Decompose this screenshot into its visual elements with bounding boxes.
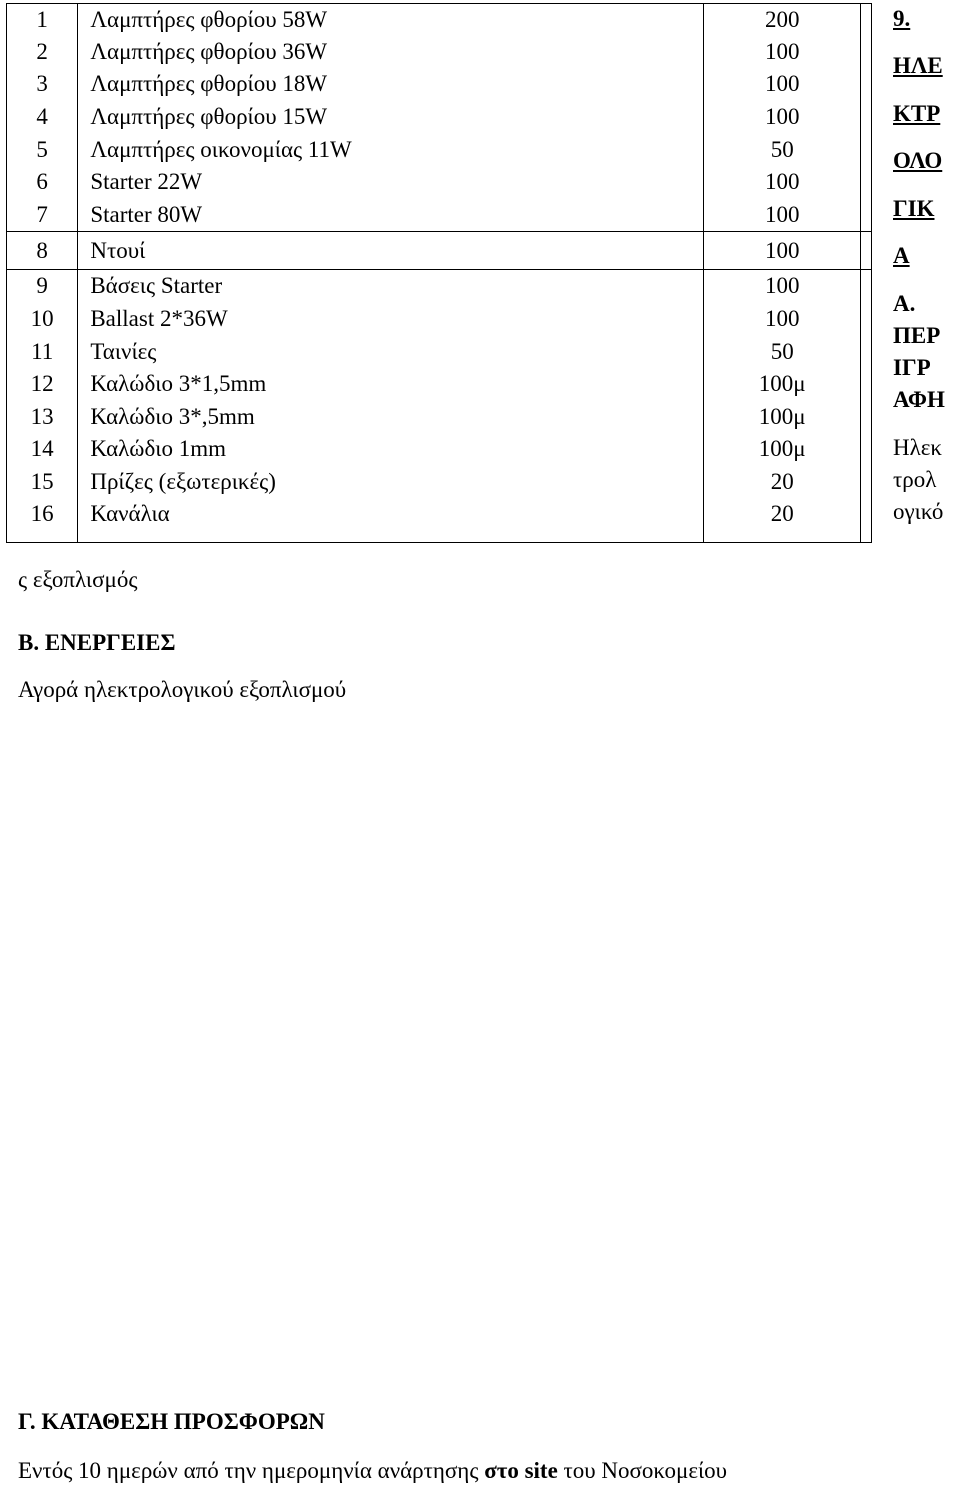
item-quantity: 50 [704,133,861,166]
section-c-heading: Γ. ΚΑΤΑΘΕΣΗ ΠΡΟΣΦΟΡΩΝ [18,1409,325,1434]
table-row [7,367,872,400]
item-spacer [861,302,872,335]
item-spacer [861,433,872,466]
item-description: Πρίζες (εξωτερικές) [78,465,704,498]
side-desc-line: ογικό [893,498,944,524]
section-c-text-bold: στο site [484,1458,558,1483]
table-row [7,302,872,335]
item-number: 14 [7,433,78,466]
item-spacer [861,367,872,400]
side-heading-line: ΟΛΟ [893,148,943,173]
item-spacer [861,335,872,368]
item-quantity: 100 [704,165,861,198]
item-quantity: 50 [704,335,861,368]
table-row [7,433,872,466]
item-quantity: 100μ [704,400,861,433]
table-row [7,100,872,133]
item-number: 10 [7,302,78,335]
item-spacer [861,68,872,101]
item-number: 1 [7,4,78,36]
item-quantity: 100 [704,302,861,335]
table-row [7,231,872,269]
item-description: Λαμπτήρες φθορίου 18W [78,68,704,101]
item-description: Λαμπτήρες φθορίου 58W [78,4,704,36]
side-desc-line: τρολ [893,466,937,492]
item-quantity: 20 [704,465,861,498]
item-spacer [861,4,872,36]
side-heading-line: ΚΤΡ [893,100,941,126]
item-spacer [861,133,872,166]
item-spacer [861,269,872,302]
item-description: Λαμπτήρες φθορίου 15W [78,100,704,133]
item-spacer [861,100,872,133]
item-number: 9 [7,269,78,302]
item-description: Λαμπτήρες φθορίου 36W [78,35,704,68]
side-column [893,4,959,528]
section-c-text-start: Εντός 10 ημερών από την ημερομηνία ανάρτησης [18,1458,485,1483]
table-row [7,400,872,433]
item-spacer [861,465,872,498]
item-quantity: 100 [704,198,861,231]
table-row [7,4,872,36]
section-b-heading: Β. ΕΝΕΡΓΕΙΕΣ [18,630,176,655]
table-row [7,465,872,498]
side-heading-line: Α [893,243,910,268]
table-row [7,498,872,543]
side-heading-line: ΓΙΚ [893,195,935,221]
item-quantity: 200 [704,4,861,36]
table-row [7,198,872,231]
side-section-line: ΑΦΗ [893,386,945,412]
item-quantity: 100 [704,231,861,269]
items-table-body [7,4,872,543]
item-description: Λαμπτήρες οικονομίας 11W [78,133,704,166]
items-table [6,3,872,543]
item-spacer [861,198,872,231]
item-spacer [861,35,872,68]
item-quantity: 100 [704,100,861,133]
side-heading-line: 9. [893,6,911,31]
item-spacer [861,165,872,198]
side-section-line: ΠΕΡ [893,322,941,348]
table-row [7,269,872,302]
item-number: 16 [7,498,78,543]
item-number: 8 [7,231,78,269]
item-description: Κανάλια [78,498,704,543]
item-number: 12 [7,367,78,400]
item-quantity: 100 [704,68,861,101]
item-spacer [861,231,872,269]
item-description: Starter 80W [78,198,704,231]
item-description: Ballast 2*36W [78,302,704,335]
item-number: 13 [7,400,78,433]
item-description: Ντουί [78,231,704,269]
item-description: Καλώδιο 3*,5mm [78,400,704,433]
side-desc-line: Ηλεκ [893,434,943,460]
item-description: Starter 22W [78,165,704,198]
table-row [7,35,872,68]
table-row [7,68,872,101]
table-row [7,165,872,198]
item-quantity: 100 [704,35,861,68]
item-quantity: 20 [704,498,861,543]
table-row [7,133,872,166]
item-number: 6 [7,165,78,198]
item-quantity: 100μ [704,433,861,466]
side-section-line: Α. [893,290,916,316]
item-description: Ταινίες [78,335,704,368]
item-number: 4 [7,100,78,133]
item-spacer [861,400,872,433]
item-quantity: 100μ [704,367,861,400]
section-c-text [18,1458,727,1484]
item-description: Βάσεις Starter [78,269,704,302]
item-number: 5 [7,133,78,166]
block-a-tail-text: ς εξοπλισμός [18,567,138,592]
item-description: Καλώδιο 1mm [78,433,704,466]
table-row [7,335,872,368]
side-heading-line: ΗΛΕ [893,53,943,78]
section-c-text-end: του Νοσοκομείου [557,1458,728,1483]
item-number: 7 [7,198,78,231]
item-number: 15 [7,465,78,498]
item-number: 3 [7,68,78,101]
item-number: 11 [7,335,78,368]
item-description: Καλώδιο 3*1,5mm [78,367,704,400]
item-spacer [861,498,872,543]
item-quantity: 100 [704,269,861,302]
section-b-text: Αγορά ηλεκτρολογικού εξοπλισμού [18,677,347,702]
side-section-line: ΙΓΡ [893,354,931,380]
item-number: 2 [7,35,78,68]
